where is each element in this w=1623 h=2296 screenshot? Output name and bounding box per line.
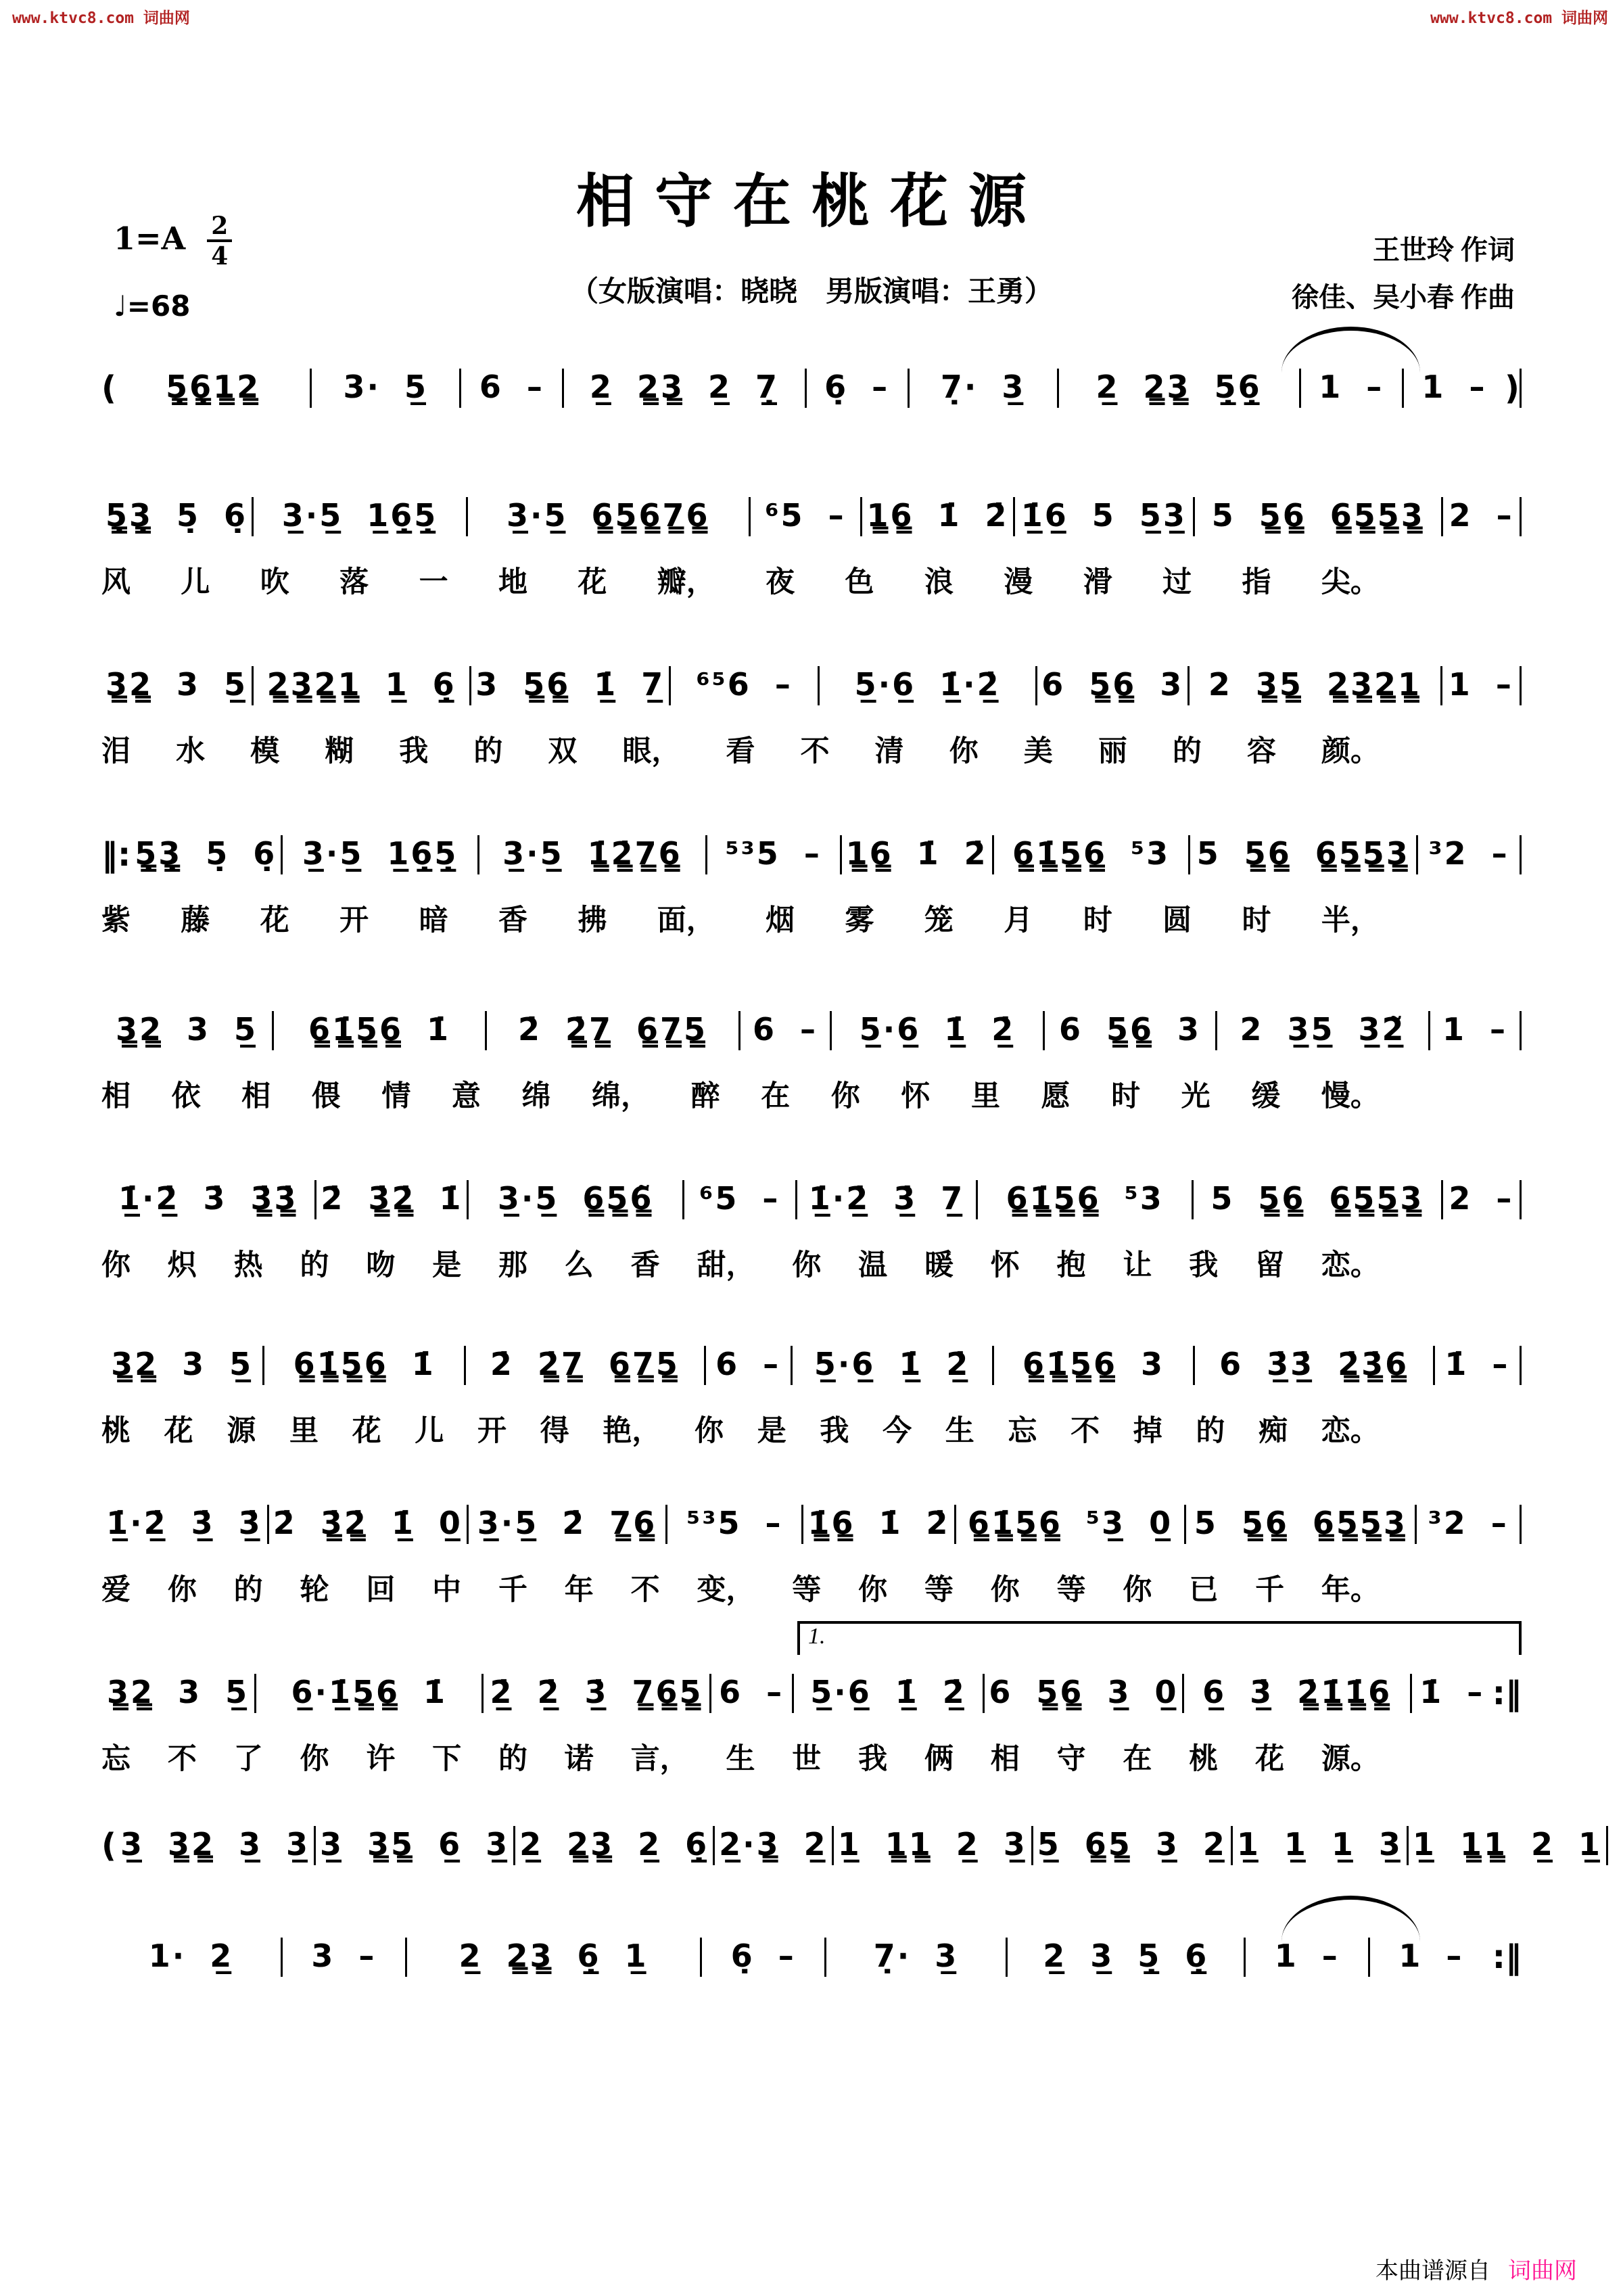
measure: ⁶5 – [699, 1180, 780, 1217]
lyric-syllable: 千 [498, 1574, 527, 1606]
measure: ³2 – [1428, 835, 1509, 872]
measure: 1̲ 1̲ 1̲ 3̲ [1236, 1826, 1403, 1862]
lyric-syllable: 开 [477, 1415, 507, 1447]
lyric-syllable: 香 [630, 1250, 660, 1282]
lyric-syllable: 意 [451, 1081, 481, 1112]
lyric-syllable: 绵 [521, 1081, 551, 1112]
measure: 6̣ – [824, 369, 890, 405]
composer-credit: 徐佳、吴小春 作曲 [1292, 282, 1515, 312]
lyric-syllable: 儿 [181, 567, 210, 599]
measure: ³2 – [1428, 1505, 1509, 1541]
lyric-syllable: 圆 [1162, 905, 1192, 937]
measure: 6̳1̳̇5̳6̳ 1̇ [308, 1011, 451, 1048]
measure: 3̲·5̲ 1̳̇2̳̇7̳6̳ [502, 835, 682, 872]
lyric-syllable: 风 [101, 567, 131, 599]
lyric-syllable: 绵， [592, 1081, 651, 1112]
measure: ⁵³5 – [725, 835, 822, 872]
lyric-syllable: 千 [1255, 1574, 1285, 1606]
measure: 2̲ 2̳3̳ 2̲ 6̲̣ [519, 1826, 709, 1862]
notation-line [101, 1346, 1522, 1385]
measure: 1̲̇·2̲̇ 3̲̇ 3̲̇ [106, 1505, 262, 1541]
lyric-syllable: 的 [498, 1743, 527, 1775]
measure: 6 – [479, 369, 544, 405]
lyric-syllable: 得 [540, 1415, 569, 1447]
lyrics-line [101, 559, 1380, 601]
lyrics-line [101, 728, 1380, 770]
lyric-syllable: 等 [1056, 1574, 1086, 1606]
lyric-syllable: 烟 [766, 905, 795, 937]
watermark-top-left: www.ktvc8.com 词曲网 [12, 9, 190, 27]
measure: 5̳̣3̳̣ 5̣ 6̣ [135, 835, 277, 872]
lyric-syllable: 暗 [419, 905, 448, 937]
measure: 1̇ – [1419, 1674, 1485, 1710]
measure: 6̲ 3̲̇ 2̳̇1̳̇1̳̇6̳ [1202, 1674, 1392, 1710]
measure: 6 – [715, 1346, 781, 1382]
lyric-syllable: 痴 [1259, 1415, 1288, 1447]
tempo-marking: ♩=68 [114, 289, 191, 323]
lyric-syllable: 花 [260, 905, 289, 937]
measure: 7̣· 3̲ [940, 369, 1026, 405]
lyric-syllable: 过 [1162, 567, 1192, 599]
measure: 6 3̲̇3̲̇ 2̳̇3̳̇6̳ [1219, 1346, 1409, 1382]
lyric-syllable: 不 [167, 1743, 197, 1775]
lyric-syllable: 糊 [325, 736, 354, 768]
lyric-syllable: 回 [366, 1574, 396, 1606]
measure: 2̲ 3̲ 5̲̣ 6̲̣ [1043, 1938, 1209, 1974]
lyric-syllable: 双 [548, 736, 578, 768]
lyric-syllable: 炽 [167, 1250, 197, 1282]
lyric-syllable: 生 [945, 1415, 974, 1447]
lyrics-line [101, 1408, 1380, 1449]
measure: 2 3̲5̲ 3̲2̲̃ [1240, 1011, 1406, 1048]
measure: 1̳̇6̳ 1̇ 2̇ [807, 1505, 950, 1541]
lyric-syllable: 颜。 [1321, 736, 1380, 768]
measure: 5̲·6̲ 1̲̇ 2̲̇ [814, 1346, 970, 1382]
measure: 1 – [1274, 1938, 1340, 1974]
measure: 3· 5̲ [343, 369, 429, 405]
lyric-syllable: 你 [695, 1415, 724, 1447]
measure: 6̳1̳̇5̳6̳ ⁵3 [1012, 835, 1171, 872]
measure: 6 5̳6̳ 3 [1041, 666, 1184, 703]
system-line-8 [101, 1505, 1522, 1608]
barline [1520, 497, 1522, 536]
lyric-syllable: 你 [858, 1574, 888, 1606]
repeat-end-barline: :‖ [1492, 1938, 1522, 1976]
measure: 1 – [1319, 369, 1384, 405]
barline [1520, 369, 1522, 408]
lyric-syllable: 在 [761, 1081, 791, 1112]
lyrics-line [101, 1242, 1380, 1284]
measure: 1 – [1421, 369, 1487, 405]
system-line-7 [101, 1346, 1522, 1449]
measure: 1 – [1442, 1011, 1508, 1048]
measure: 6 5̳6̳ 3̲ 0̲ [989, 1674, 1179, 1710]
measure: 5̲·6̲ 1̲̇ 2̲̇ [810, 1674, 966, 1710]
lyric-syllable: 在 [1123, 1743, 1152, 1775]
lyric-syllable: 变， [697, 1574, 755, 1606]
measure: ⁵³5 – [686, 1505, 783, 1541]
measure: 3̲·5̲ 6̳5̳6̳̃ [497, 1180, 654, 1217]
notation-line [101, 1826, 1602, 1865]
measure: 5 5̳6̳ 6̳5̳5̳3̳ [1211, 497, 1425, 534]
measure: 3̲ 3̳2̳ 3̲ 3̲ [120, 1826, 310, 1862]
measure: 6̳1̳̇5̳6̳ 1̇ [293, 1346, 436, 1382]
system-line-3 [101, 666, 1522, 770]
barline [1520, 835, 1522, 874]
lyric-syllable: 守 [1056, 1743, 1086, 1775]
footer-brand-link[interactable]: 词曲网 [1508, 2259, 1577, 2284]
measure: 6̲·1̲̇5̳6̳ 1̇ [291, 1674, 448, 1710]
lyrics-line [101, 1567, 1380, 1608]
lyric-syllable: 笼 [924, 905, 954, 937]
lyric-syllable: 抱 [1056, 1250, 1086, 1282]
lyric-syllable: 是 [432, 1250, 462, 1282]
measure: 6̣ – [730, 1938, 796, 1974]
lyric-syllable: 花 [352, 1415, 381, 1447]
lyric-syllable: 么 [564, 1250, 594, 1282]
measure: 3̳2̳ 3 5̲ [111, 1346, 254, 1382]
lyric-syllable: 吹 [260, 567, 289, 599]
measure: 1̲̇·2̲̇ 3̇ 3̳̇3̳̇ [118, 1180, 298, 1217]
measure: 2 – [1449, 497, 1514, 534]
lyric-syllable: 依 [171, 1081, 201, 1112]
measure: 5 5̳6̳ 6̳5̳5̳3̳ [1210, 1180, 1424, 1217]
notation-line [101, 666, 1522, 705]
lyric-syllable: 艳， [603, 1415, 661, 1447]
system-line-10 [101, 1826, 1602, 1865]
lyric-syllable: 暖 [924, 1250, 954, 1282]
lyric-syllable: 年。 [1321, 1574, 1380, 1606]
lyric-syllable: 你 [949, 736, 979, 768]
lyric-syllable: 言， [630, 1743, 689, 1775]
measure: 2̲̇ 2̲̇ 3̲̇ 7̳6̳5̳ [490, 1674, 703, 1710]
measure: 1̲̇·2̲̇ 3̲̇ 7̲ [808, 1180, 965, 1217]
lyric-syllable: 丽 [1098, 736, 1127, 768]
notation-line [101, 1938, 1522, 1977]
open-paren: ( [101, 1827, 116, 1865]
tie-arc [1281, 1896, 1420, 1942]
measure: 5̳̣6̳̣1̳2̳ [166, 369, 261, 405]
lyric-syllable: 相 [241, 1081, 271, 1112]
measure: 6̳1̳̇5̳6̳ ⁵3̲ 0̲ [967, 1505, 1173, 1541]
lyric-syllable: 怀 [901, 1081, 931, 1112]
lyric-syllable: 模 [250, 736, 280, 768]
notation-line [101, 835, 1522, 874]
lyric-syllable: 桃 [1189, 1743, 1219, 1775]
lyric-syllable: 下 [432, 1743, 462, 1775]
song-title: 相守在桃花源 [576, 169, 1047, 234]
lyric-syllable: 眼， [622, 736, 681, 768]
lyric-syllable: 一 [419, 567, 448, 599]
lyric-syllable: 吻 [366, 1250, 396, 1282]
lyric-syllable: 尖。 [1321, 567, 1380, 599]
lyric-syllable: 漫 [1004, 567, 1033, 599]
lyric-syllable: 滑 [1083, 567, 1112, 599]
measure: 3̲ 3̳5̳ 6̲ 3̲ [320, 1826, 510, 1862]
lyric-syllable: 花 [1255, 1743, 1285, 1775]
measure: 2̲ 2̳3̳ 6̲̣ 1̲ [458, 1938, 649, 1974]
lyric-syllable: 相 [990, 1743, 1020, 1775]
system-line-2 [101, 497, 1522, 601]
measure: 5̲·6̲ 1̲̇ 2̲̇ [859, 1011, 1016, 1048]
lyric-syllable: 雾 [845, 905, 874, 937]
measure: 6 5̳6̳ 3 [1058, 1011, 1202, 1048]
lyrics-line [101, 1736, 1380, 1777]
measure: 7̣· 3̲ [873, 1938, 959, 1974]
measure: 3̲·5̲ 2̇ 7̳6̳ [477, 1505, 657, 1541]
measure: 6 – [719, 1674, 784, 1710]
lyric-syllable: 水 [176, 736, 206, 768]
lyric-syllable: 等 [924, 1574, 954, 1606]
lyric-syllable: 时 [1083, 905, 1112, 937]
repeat-end-barline: :‖ [1492, 1674, 1522, 1712]
lyric-syllable: 看 [726, 736, 755, 768]
lyric-syllable: 桃 [101, 1415, 131, 1447]
key-label: 1=A [114, 220, 186, 257]
lyric-syllable: 指 [1242, 567, 1271, 599]
measure: 2̲ 2̳3̳ 2̲ 7̲̣ [589, 369, 779, 405]
close-paren: ) [1505, 369, 1520, 407]
measure: 6 – [752, 1011, 818, 1048]
watermark-top-right: www.ktvc8.com 词曲网 [1430, 9, 1608, 27]
notation-line [101, 497, 1522, 536]
lyric-syllable: 紫 [101, 905, 131, 937]
lyric-syllable: 今 [883, 1415, 912, 1447]
lyric-syllable: 源 [227, 1415, 256, 1447]
lyric-syllable: 掉 [1133, 1415, 1162, 1447]
lyric-syllable: 浪 [924, 567, 954, 599]
lyric-syllable: 等 [792, 1574, 822, 1606]
measure: 3̲·5̲ 6̳5̳6̳7̳6̳ [506, 497, 710, 534]
lyric-syllable: 了 [233, 1743, 263, 1775]
lyric-syllable: 香 [498, 905, 527, 937]
lyric-syllable: 源。 [1321, 1743, 1380, 1775]
footer-text: 本曲谱源自 [1375, 2259, 1490, 2284]
lyric-syllable: 不 [630, 1574, 660, 1606]
measure: 1̳6̳ 1̇ 2̇ [845, 835, 988, 872]
measure: 2̇ 2̳̇7̳ 6̳7̳5̳ [490, 1346, 680, 1382]
lyric-syllable: 我 [399, 736, 429, 768]
lyric-syllable: 情 [381, 1081, 411, 1112]
lyric-syllable: 已 [1189, 1574, 1219, 1606]
barline [1606, 1826, 1608, 1865]
lyric-syllable: 甜， [697, 1250, 755, 1282]
measure: 5 5̳6̳ 6̳5̳5̳3̳ [1194, 1505, 1407, 1541]
lyric-syllable: 是 [757, 1415, 786, 1447]
measure: ⁶⁵6 – [696, 666, 793, 703]
lyric-syllable: 美 [1023, 736, 1053, 768]
tie-arc [1281, 327, 1420, 373]
lyric-syllable: 花 [578, 567, 607, 599]
system-line-9 [101, 1624, 1522, 1777]
lyrics-line [101, 1073, 1380, 1115]
lyric-syllable: 相 [101, 1081, 131, 1112]
lyric-syllable: 诺 [564, 1743, 594, 1775]
measure: 2̇ 3̳̇2̳̇ 1̇ [321, 1180, 463, 1217]
lyric-syllable: 你 [101, 1250, 131, 1282]
lyricist-credit: 王世玲 作词 [1373, 235, 1515, 265]
lyric-syllable: 你 [167, 1574, 197, 1606]
time-signature-numerator: 2 [207, 214, 232, 242]
open-paren: ( [101, 369, 116, 407]
barline [1520, 1505, 1522, 1544]
measure: 5 5̳6̳ 6̳5̳5̳3̳ [1196, 835, 1410, 872]
time-signature-denominator: 4 [211, 242, 229, 271]
lyric-syllable: 地 [498, 567, 527, 599]
lyric-syllable: 的 [473, 736, 503, 768]
lyric-syllable: 你 [830, 1081, 860, 1112]
measure: 2̲ 2̳3̳ 5̲̣6̲̣ [1096, 369, 1262, 405]
lyric-syllable: 夜 [766, 567, 795, 599]
lyric-syllable: 忘 [1008, 1415, 1037, 1447]
lyric-syllable: 轮 [300, 1574, 329, 1606]
lyric-syllable: 时 [1111, 1081, 1141, 1112]
lyric-syllable: 慢。 [1321, 1081, 1380, 1112]
measure: 3̳2̳ 3 5̲ [115, 1011, 258, 1048]
lyric-syllable: 花 [164, 1415, 193, 1447]
lyric-syllable: 怀 [990, 1250, 1020, 1282]
lyric-syllable: 中 [432, 1574, 462, 1606]
measure: 5̳̣3̳̣ 5̣ 6̣ [105, 497, 248, 534]
measure: 1̇ – [1444, 1346, 1510, 1382]
lyric-syllable: 恋。 [1321, 1250, 1380, 1282]
lyric-syllable: 温 [858, 1250, 888, 1282]
lyric-syllable: 忘 [101, 1743, 131, 1775]
measure: ⁶5 – [765, 497, 846, 534]
barline [1520, 1346, 1522, 1385]
measure: 3 5̳6̳ 1̲̇ 7̲ [475, 666, 665, 703]
lyrics-line [101, 897, 1380, 939]
lyric-syllable: 热 [233, 1250, 263, 1282]
lyric-syllable: 你 [990, 1574, 1020, 1606]
measure: 3̲·5̲ 1̲6̲̣5̲̣ [302, 835, 458, 872]
lyric-syllable: 不 [1071, 1415, 1100, 1447]
lyric-syllable: 你 [1123, 1574, 1152, 1606]
measure: 1̳6̳ 1̇ 2̇ [866, 497, 1009, 534]
lyric-syllable: 不 [800, 736, 830, 768]
measure: 5̲·6̲ 1̲̇·2̲̇ [854, 666, 1001, 703]
lyric-syllable: 偎 [311, 1081, 341, 1112]
barline [1520, 1011, 1522, 1050]
lyric-syllable: 拂 [578, 905, 607, 937]
lyric-syllable: 缓 [1251, 1081, 1281, 1112]
lyric-syllable: 光 [1181, 1081, 1210, 1112]
lyric-syllable: 瓣， [657, 567, 715, 599]
lyric-syllable: 月 [1004, 905, 1033, 937]
measure: 2̇ 2̳̇7̳ 6̳7̳5̳ [517, 1011, 708, 1048]
measure: 1̲̇6̲ 5 5̲3̲ [1020, 497, 1187, 534]
lyric-syllable: 我 [858, 1743, 888, 1775]
lyric-syllable: 的 [1172, 736, 1202, 768]
lyric-syllable: 里 [289, 1415, 319, 1447]
system-line-5 [101, 1011, 1522, 1115]
lyric-syllable: 爱 [101, 1574, 131, 1606]
measure: 1̲ 1̳1̳ 2̲ 3̲ [837, 1826, 1027, 1862]
lyric-syllable: 让 [1123, 1250, 1152, 1282]
lyric-syllable: 愿 [1041, 1081, 1071, 1112]
lyric-syllable: 开 [339, 905, 369, 937]
notation-line [101, 1674, 1522, 1713]
system-line-6 [101, 1180, 1522, 1284]
measure: 3̳2̳ 3 5̲ [105, 666, 248, 703]
notation-line [101, 1505, 1522, 1544]
lyric-syllable: 我 [1189, 1250, 1219, 1282]
measure: 2 – [1449, 1180, 1514, 1217]
measure: 3 – [311, 1938, 377, 1974]
volta-bracket [797, 1621, 1522, 1655]
barline [1520, 666, 1522, 705]
measure: 2̳3̳2̳1̳ 1̲ 6̲̣ [266, 666, 456, 703]
measure: 1 – [1398, 1938, 1464, 1974]
barline [1520, 1180, 1522, 1219]
lyric-syllable: 半， [1321, 905, 1380, 937]
lyric-syllable: 里 [970, 1081, 1000, 1112]
measure: 2 3̳5̳ 2̳3̳2̳1̳ [1208, 666, 1421, 703]
system-line-4 [101, 835, 1522, 939]
lyric-syllable: 时 [1242, 905, 1271, 937]
lyric-syllable: 你 [300, 1743, 329, 1775]
measure: 1· 2̲ [148, 1938, 234, 1974]
lyric-syllable: 你 [792, 1250, 822, 1282]
measure: 2̇ 3̳̇2̳̇ 1̲̇ 0̲ [273, 1505, 463, 1541]
lyric-syllable: 那 [498, 1250, 527, 1282]
system-line-11 [101, 1938, 1522, 1977]
volta-label: 1. [808, 1624, 826, 1649]
repeat-start-barline: ‖: [101, 836, 131, 874]
lyric-syllable: 的 [300, 1250, 329, 1282]
lyric-syllable: 醉 [690, 1081, 720, 1112]
lyric-syllable: 面， [657, 905, 715, 937]
performers-subtitle: （女版演唱：晓晓 男版演唱：王勇） [569, 277, 1053, 308]
lyric-syllable: 恋。 [1321, 1415, 1380, 1447]
notation-line [101, 369, 1522, 408]
lyric-syllable: 许 [366, 1743, 396, 1775]
lyric-syllable: 世 [792, 1743, 822, 1775]
lyric-syllable: 泪 [101, 736, 131, 768]
lyric-syllable: 生 [726, 1743, 755, 1775]
lyric-syllable: 容 [1246, 736, 1276, 768]
measure: 3̳2̳ 3 5̲ [107, 1674, 250, 1710]
lyric-syllable: 清 [874, 736, 904, 768]
measure: 1̲ 1̳1̳ 2̲ 1̲ [1412, 1826, 1602, 1862]
measure: 2̲·3̳ 2̲ [719, 1826, 828, 1862]
lyric-syllable: 色 [845, 567, 874, 599]
notation-line [101, 1011, 1522, 1050]
lyric-syllable: 我 [820, 1415, 849, 1447]
lyric-syllable: 藤 [181, 905, 210, 937]
lyric-syllable: 的 [233, 1574, 263, 1606]
lyric-syllable: 的 [1196, 1415, 1225, 1447]
lyric-syllable: 儿 [415, 1415, 444, 1447]
lyric-syllable: 留 [1255, 1250, 1285, 1282]
measure: 3̲·5̲ 1̲6̲̣5̲̣ [281, 497, 438, 534]
measure: 6̳1̳̇5̳6̳ 3 [1022, 1346, 1165, 1382]
footer-attribution [1375, 2252, 1577, 2285]
notation-line [101, 1180, 1522, 1219]
lyric-syllable: 落 [339, 567, 369, 599]
system-line-1 [101, 369, 1522, 408]
lyric-syllable: 年 [564, 1574, 594, 1606]
lyric-syllable: 俩 [924, 1743, 954, 1775]
measure: 1 – [1448, 666, 1513, 703]
measure: 6̳1̳̇5̳6̳ ⁵3 [1006, 1180, 1164, 1217]
measure: 5̲ 6̳5̳ 3̲ 2̲ [1037, 1826, 1227, 1862]
